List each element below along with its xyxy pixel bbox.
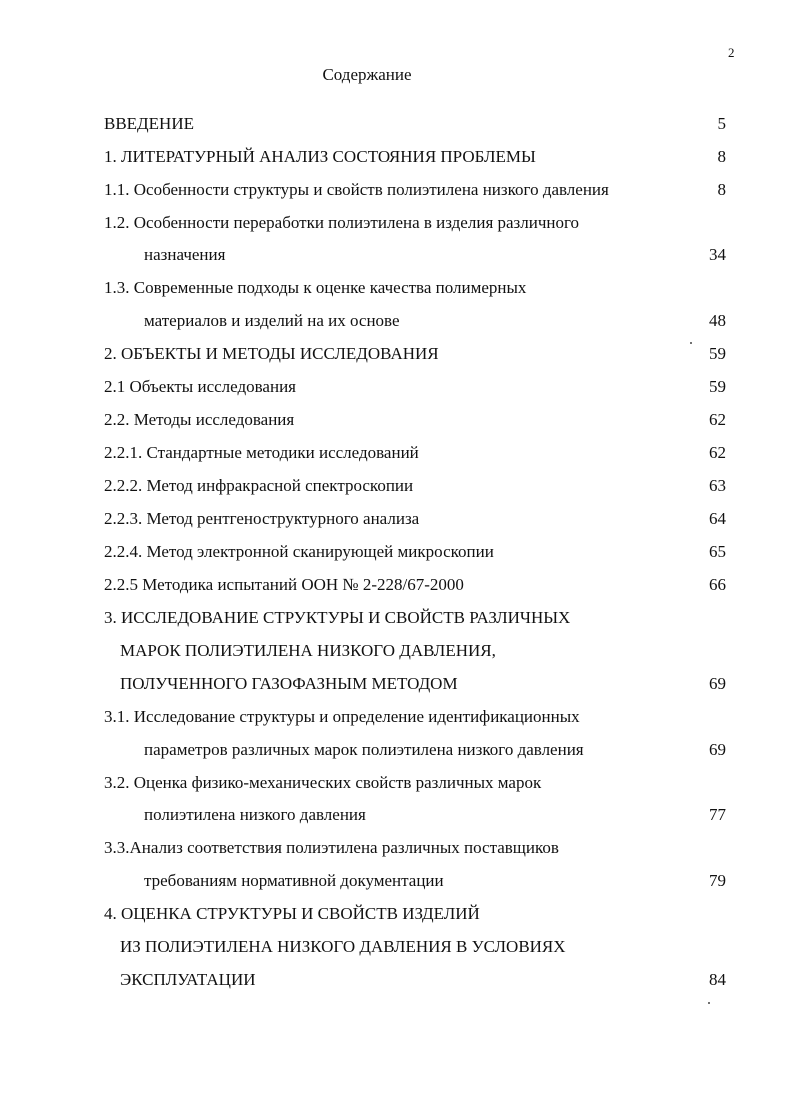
toc-entry — [104, 408, 726, 432]
toc-entry-text: 2.2.3. Метод рентгеноструктурного анализа — [104, 509, 420, 528]
toc-entry-text: 4. ОЦЕНКА СТРУКТУРЫ И СВОЙСТВ ИЗДЕЛИЙ — [104, 904, 480, 923]
toc-entry-page: 63 — [709, 476, 726, 495]
toc-entry-page: 5 — [717, 114, 726, 133]
scan-speck — [708, 1002, 710, 1004]
toc-entry-text: 3.2. Оценка физико-механических свойств различных марок — [104, 773, 542, 792]
toc-entry — [104, 836, 726, 860]
toc-entry — [104, 342, 726, 366]
toc-entry — [104, 540, 726, 564]
toc-entry-page: 84 — [709, 970, 726, 989]
toc-entry-page: 62 — [709, 410, 726, 429]
toc-entry-page: 34 — [709, 245, 726, 264]
toc-entry-text: ПОЛУЧЕННОГО ГАЗОФАЗНЫМ МЕТОДОМ — [120, 674, 458, 693]
toc-entry-text: 3.3.Анализ соответствия полиэтилена различных поставщиков — [104, 838, 559, 857]
toc-entry — [104, 243, 726, 267]
toc-entry — [104, 738, 726, 762]
toc-entry-page: 8 — [717, 180, 726, 199]
toc-entry — [104, 573, 726, 597]
page-title: Содержание — [322, 65, 412, 84]
toc-entry — [104, 178, 726, 202]
toc-entry-page: 65 — [709, 542, 726, 561]
toc-entry — [104, 211, 726, 235]
toc-entry-text: 2.1 Объекты исследования — [104, 377, 296, 396]
toc-entry-text: полиэтилена низкого давления — [144, 805, 366, 824]
toc-entry-text: 2.2.5 Методика испытаний ООН № 2-228/67-2000 — [104, 575, 464, 594]
toc-entry-text: 3. ИССЛЕДОВАНИЕ СТРУКТУРЫ И СВОЙСТВ РАЗЛИЧНЫХ — [104, 608, 571, 627]
toc-entry-text: 1.1. Особенности структуры и свойств полиэтилена низкого давления — [104, 180, 609, 199]
toc-entry-text: 2.2. Методы исследования — [104, 410, 295, 429]
toc-entry-text: ИЗ ПОЛИЭТИЛЕНА НИЗКОГО ДАВЛЕНИЯ В УСЛОВИЯХ — [120, 937, 566, 956]
toc-entry-page: 77 — [709, 805, 726, 824]
page-number: 2 — [728, 45, 735, 60]
toc-entry-page: 64 — [709, 509, 726, 528]
toc-entry — [104, 705, 726, 729]
toc-entry-page: 69 — [709, 674, 726, 693]
toc-entry-text: параметров различных марок полиэтилена низкого давления — [144, 740, 584, 759]
toc-entry-page: 48 — [709, 311, 726, 330]
toc-entry — [104, 474, 726, 498]
toc-entry-page: 69 — [709, 740, 726, 759]
toc-entry — [104, 968, 726, 992]
toc-entry-page: 59 — [709, 344, 726, 363]
toc-entry — [104, 276, 726, 300]
scan-speck — [690, 342, 692, 344]
toc-entry-page: 66 — [709, 575, 726, 594]
toc-entry — [104, 112, 726, 136]
toc-entry-text: 2.2.4. Метод электронной сканирующей микроскопии — [104, 542, 494, 561]
toc-entry — [104, 441, 726, 465]
toc-entry — [104, 869, 726, 893]
toc-entry — [104, 935, 726, 959]
toc-entry — [104, 771, 726, 795]
toc-entry-page: 62 — [709, 443, 726, 462]
toc-entry — [104, 639, 726, 663]
toc-entry-page: 8 — [717, 147, 726, 166]
toc-entry-text: материалов и изделий на их основе — [144, 311, 400, 330]
toc-entry-text: ВВЕДЕНИЕ — [104, 114, 194, 133]
toc-entry-text: 1.3. Современные подходы к оценке качества полимерных — [104, 278, 527, 297]
toc-entry-text: ЭКСПЛУАТАЦИИ — [120, 970, 256, 989]
toc-entry — [104, 803, 726, 827]
toc-entry — [104, 309, 726, 333]
toc-entry — [104, 606, 726, 630]
toc-entry-text: 2.2.1. Стандартные методики исследований — [104, 443, 419, 462]
toc-entry-text: 1. ЛИТЕРАТУРНЫЙ АНАЛИЗ СОСТОЯНИЯ ПРОБЛЕМЫ — [104, 147, 536, 166]
toc-entry-text: требованиям нормативной документации — [144, 871, 444, 890]
toc-entry-page: 59 — [709, 377, 726, 396]
toc-entry — [104, 672, 726, 696]
toc-entry — [104, 375, 726, 399]
toc-entry-text: 2.2.2. Метод инфракрасной спектроскопии — [104, 476, 414, 495]
toc-entry-text: МАРОК ПОЛИЭТИЛЕНА НИЗКОГО ДАВЛЕНИЯ, — [120, 641, 496, 660]
toc-entry-text: 1.2. Особенности переработки полиэтилена в изделия различного — [104, 213, 580, 232]
toc-entry-text: назначения — [144, 245, 226, 264]
toc-entry — [104, 145, 726, 169]
toc-entry — [104, 507, 726, 531]
toc-entry-page: 79 — [709, 871, 726, 890]
toc-entry — [104, 902, 726, 926]
toc-entry-text: 3.1. Исследование структуры и определение идентификационных — [104, 707, 580, 726]
toc-entry-text: 2. ОБЪЕКТЫ И МЕТОДЫ ИССЛЕДОВАНИЯ — [104, 344, 439, 363]
